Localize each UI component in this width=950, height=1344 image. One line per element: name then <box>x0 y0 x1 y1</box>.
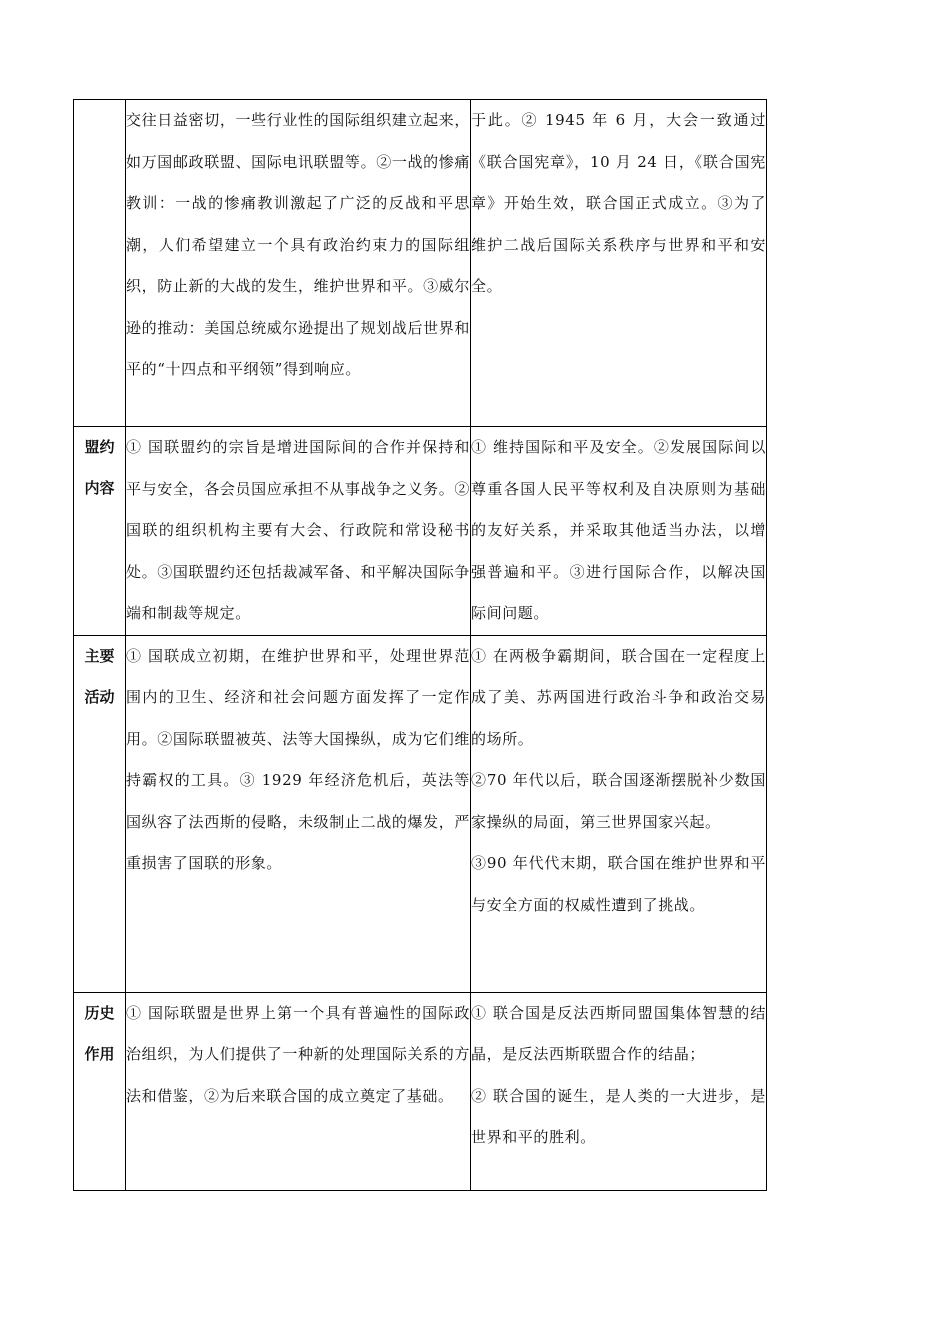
cell-paragraph: 交往日益密切，一些行业性的国际组织建立起来，如万国邮政联盟、国际电讯联盟等。②一战的惨痛教训：一战的惨痛教训激起了广泛的反战和平思潮，人们希望建立一个具有政治约束力的国际组织，防止新的大战的发生，维护世界和平。③威尔逊的推动：美国总统威尔逊提出了规划战后世界和平的“十四点和平纲领”得到响应。 <box>126 111 470 378</box>
league-of-nations-cell <box>126 100 471 427</box>
united-nations-cell <box>471 100 767 427</box>
cell-paragraph: ① 国联成立初期，在维护世界和平，处理世界范围内的卫生、经济和社会问题方面发挥了一定作用。②国际联盟被英、法等大国操纵，成为它们维持霸权的工具。③ 1929 年经济危机后，英法等国纵容了法西斯的侵略，未级制止二战的爆发，严重损害了国联的形象。 <box>126 646 470 872</box>
cell-paragraph: ① 在两极争霸期间，联合国在一定程度上成了美、苏两国进行政治斗争和政治交易的场所。 <box>471 646 766 748</box>
row-heading-line: 活动 <box>84 687 115 706</box>
comparison-table <box>73 99 767 1191</box>
row-heading <box>74 635 126 992</box>
cell-paragraph: ②70 年代以后，联合国逐渐摆脱补少数国家操纵的局面，第三世界国家兴起。 <box>471 771 766 831</box>
cell-paragraph: ① 国联盟约的宗旨是增进国际间的合作并保持和平与安全，各会员国应承担不从事战争之义务。②国联的组织机构主要有大会、行政院和常设秘书处。③国联盟约还包括裁减军备、和平解决国际争端和制裁等规定。 <box>126 438 470 622</box>
row-heading-line: 作用 <box>84 1044 115 1063</box>
cell-paragraph: ① 联合国是反法西斯同盟国集体智慧的结晶，是反法西斯联盟合作的结晶； <box>471 1003 766 1063</box>
table-row <box>74 427 767 636</box>
row-heading-line: 历史 <box>84 1003 115 1022</box>
row-heading <box>74 992 126 1190</box>
cell-paragraph: ① 国际联盟是世界上第一个具有普遍性的国际政治组织，为人们提供了一种新的处理国际关系的方法和借鉴，②为后来联合国的成立奠定了基础。 <box>126 1003 470 1105</box>
row-heading-line: 主要 <box>84 646 115 665</box>
united-nations-cell <box>471 635 767 992</box>
league-of-nations-cell <box>126 635 471 992</box>
row-heading-line: 盟约 <box>84 438 115 456</box>
table-row <box>74 100 767 427</box>
table-row <box>74 992 767 1190</box>
cell-paragraph: ① 维持国际和平及安全。②发展国际间以尊重各国人民平等权利及自决原则为基础的友好关系，并采取其他适当办法，以增强普遍和平。③进行国际合作，以解决国际间问题。 <box>471 438 766 622</box>
league-of-nations-cell <box>126 992 471 1190</box>
row-heading-line: 内容 <box>84 479 115 497</box>
row-heading <box>74 427 126 636</box>
table-row <box>74 635 767 992</box>
united-nations-cell <box>471 992 767 1190</box>
row-heading <box>74 100 126 427</box>
league-of-nations-cell <box>126 427 471 636</box>
cell-paragraph: 于此。② 1945 年 6 月，大会一致通过《联合国宪章》，10 月 24 日，《联合国宪章》开始生效，联合国正式成立。③为了维护二战后国际关系秩序与世界和平和安全。 <box>471 111 766 295</box>
cell-paragraph: ③90 年代代末期，联合国在维护世界和平与安全方面的权威性遭到了挑战。 <box>471 854 766 914</box>
cell-paragraph: ② 联合国的诞生，是人类的一大进步，是世界和平的胜利。 <box>471 1086 766 1146</box>
united-nations-cell <box>471 427 767 636</box>
